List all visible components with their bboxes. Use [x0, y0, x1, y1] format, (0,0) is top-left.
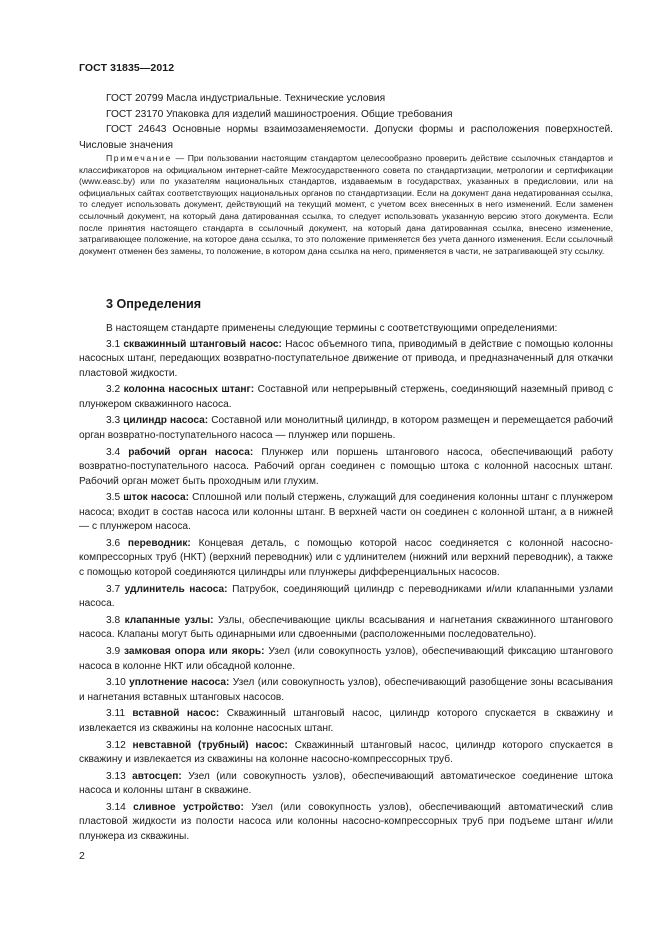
definition-term: невставной (трубный) насос:	[132, 739, 288, 751]
normative-references	[79, 91, 613, 153]
definition-text: Скважинный штанговый насос, цилиндр которого спускается в скважину и извлекается из скважины на колонне насосно-компрессорных труб.	[79, 739, 613, 766]
note-label: Примечание	[106, 153, 172, 163]
definition-number: 3.4	[106, 446, 121, 458]
reference-item: ГОСТ 24643 Основные нормы взаимозаменяемости. Допуски формы и расположения поверхностей. Числовые значения	[79, 124, 613, 151]
definition-number: 3.13	[106, 770, 126, 782]
definition-text: Концевая деталь, с помощью которой насос соединяется с колонной насосно-компрессорных труб (НКТ) (верхний переводник) или с удлинителем (нижний или верхний переводник), а также с помощью которой соединяются цилиндры или плунжеры дифференциальных насосов.	[79, 537, 613, 578]
definition-number: 3.9	[106, 646, 121, 657]
definition-number: 3.10	[106, 677, 126, 689]
definition-text: Скважинный штанговый насос, цилиндр которого спускается в скважину и извлекается из скважины на колонне насосных штанг.	[79, 708, 613, 734]
definition-text: Плунжер или поршень штангового насоса, обеспечивающий работу возвратно-поступательного насоса. Рабочий орган соединен с помощью штока с колонной насосных штанг. Рабочий орган может быть проходным или глухим.	[79, 446, 613, 487]
definition-term: клапанные узлы:	[124, 614, 214, 626]
definition-item	[79, 676, 613, 705]
definition-item	[79, 739, 613, 768]
definition-number: 3.12	[106, 739, 126, 751]
definition-text: Узел (или совокупность узлов), обеспечивающий фиксацию штангового насоса в колонне НКТ или обсадной колонне.	[79, 646, 613, 672]
definition-text: Сплошной или полый стержень, служащий для соединения колонны штанг с плунжером насоса; входит в состав насоса или колонны штанг. В верхней части он соединен с колонной штанг, а в нижней — с плунжером насоса.	[79, 492, 613, 533]
note-paragraph	[79, 153, 613, 257]
definition-number: 3.14	[106, 801, 126, 813]
definition-item	[79, 537, 613, 581]
definitions-list	[79, 322, 613, 847]
definition-number: 3.8	[106, 614, 121, 626]
definition-number: 3.7	[106, 583, 121, 595]
definition-item	[79, 707, 613, 736]
definition-text: Узел (или совокупность узлов), обеспечивающий разобщение зоны всасывания и нагнетания вставных штанговых насосов.	[79, 677, 614, 703]
note-text: — При пользовании настоящим стандартом целесообразно проверить действие ссылочных стандартов и классификаторов на официальном интернет-сайте Межгосударственного совета по стандартизации, метрологии и сертификации (www.easc.by) или по указателям национальных стандартов, издаваемым в государствах, указанных в предисловии, или на официальных сайтах соответствующих национальных органов по стандартизации. Если на документ дана недатированная ссылка, то следует использовать документ, действующий на текущий момент, с учетом всех внесенных в него изменений. Если заменен ссылочный документ, на который дана датированная ссылка, то следует использовать указанную версию этого документа. Если после принятия настоящего стандарта в ссылочный документ, на который дана датированная ссылка, внесено изменение, затрагивающее положение, на которое дана ссылка, то это положение применяется без учета данного изменения. Если ссылочный документ отменен без замены, то положение, в котором дана ссылка на него, применяется в части, не затрагивающей эту ссылку.	[79, 153, 613, 256]
definition-text: Патрубок, соединяющий цилиндр с переводниками и/или клапанными узлами насоса.	[79, 583, 613, 610]
definition-number: 3.11	[106, 708, 125, 720]
definition-term: скважинный штанговый насос:	[123, 338, 282, 350]
definition-text: Узлы, обеспечивающие циклы всасывания и нагнетания скважинного штангового насоса. Клапаны могут быть одинарными или сдвоенными (расположенными последовательно).	[79, 614, 613, 641]
standard-header: ГОСТ 31835—2012	[79, 62, 175, 74]
definition-number: 3.6	[106, 537, 121, 549]
definition-term: переводник:	[127, 537, 191, 549]
definition-item	[79, 583, 613, 612]
reference-item: ГОСТ 20799 Масла индустриальные. Технические условия	[106, 93, 386, 104]
definition-item	[79, 491, 613, 535]
section-intro: В настоящем стандарте применены следующие термины с соответствующими определениями:	[106, 323, 558, 334]
definition-item	[79, 446, 613, 490]
definition-term: замковая опора или якорь:	[124, 646, 265, 657]
definition-term: сливное устройство:	[133, 801, 244, 813]
page-number: 2	[79, 850, 85, 862]
section-title: 3 Определения	[106, 297, 202, 311]
definition-text: Составной или монолитный цилиндр, в котором размещен и перемещается рабочий орган возвратно-поступательного насоса — плунжер или поршень.	[79, 415, 613, 441]
definition-term: удлинитель насоса:	[124, 583, 228, 595]
definition-term: шток насоса:	[123, 492, 189, 504]
definition-term: уплотнение насоса:	[129, 677, 230, 689]
note-block	[79, 153, 613, 257]
definition-item	[79, 614, 613, 643]
definition-term: автосцеп:	[132, 770, 182, 782]
definition-term: рабочий орган насоса:	[128, 446, 254, 458]
definition-term: вставной насос:	[132, 708, 220, 720]
definition-item	[79, 414, 613, 443]
definition-item	[79, 645, 613, 674]
definition-term: цилиндр насоса:	[123, 415, 209, 427]
definition-number: 3.5	[106, 492, 121, 504]
definition-text: Составной или непрерывный стержень, соединяющий наземный привод с плунжером скважинного насоса.	[79, 384, 614, 410]
definition-number: 3.2	[106, 384, 121, 396]
definition-item	[79, 801, 613, 845]
definition-item	[79, 770, 613, 799]
definition-item	[79, 338, 613, 382]
definition-text: Узел (или совокупность узлов), обеспечивающий автоматическое соединение штока насоса и колонны штанг в скважине.	[79, 770, 613, 797]
definition-text: Насос объемного типа, приводимый в действие с помощью колонны насосных штанг, передающих возвратно-поступательное движение от привода, и предназначенный для откачки пластовой жидкости.	[79, 338, 613, 379]
definition-term: колонна насосных штанг:	[123, 384, 255, 396]
reference-item: ГОСТ 23170 Упаковка для изделий машиностроения. Общие требования	[106, 108, 453, 120]
definition-number: 3.3	[106, 415, 121, 427]
definition-number: 3.1	[106, 338, 121, 350]
definition-text: Узел (или совокупность узлов), обеспечивающий автоматический слив пластовой жидкости из полости насоса или колонны насосно-компрессорных труб при подъеме штанг и/или плунжера из скважины.	[79, 801, 613, 842]
definition-item	[79, 383, 613, 412]
